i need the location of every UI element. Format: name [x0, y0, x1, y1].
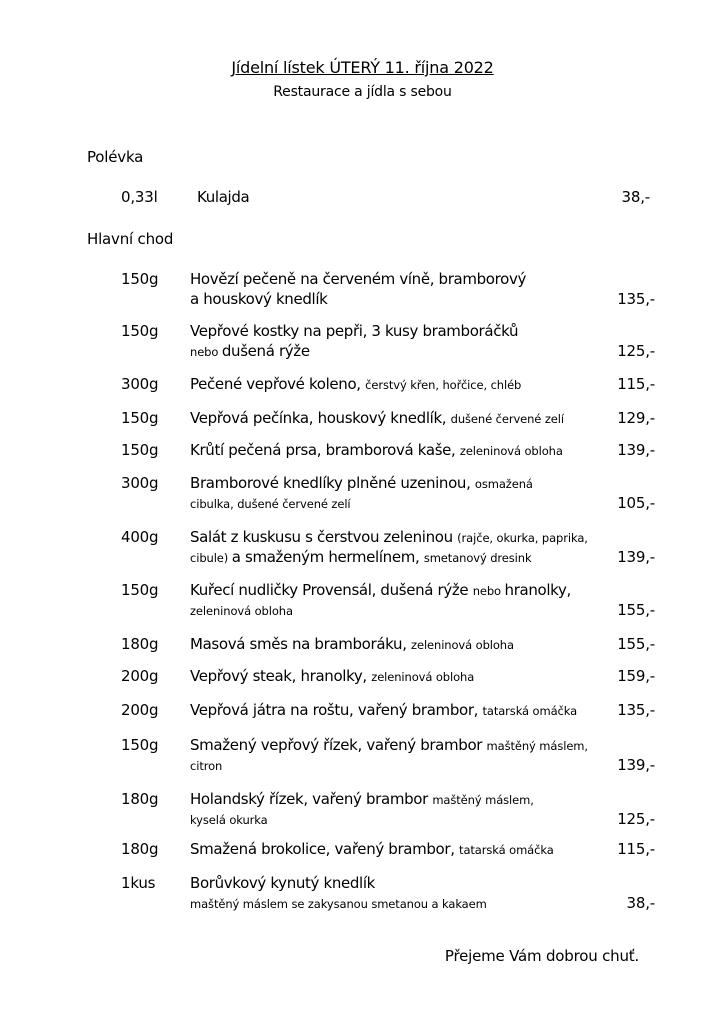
menu-item-qty: 300g — [121, 474, 159, 492]
menu-item — [0, 528, 725, 568]
menu-item-name-2: dušená rýže — [221, 342, 310, 360]
menu-item-name: Smažená brokolice, vařený brambor, — [190, 840, 460, 858]
menu-item-side: maštěný máslem, — [432, 793, 534, 807]
menu-item-side: (rajče, okurka, paprika, — [457, 531, 588, 545]
menu-item-name-2: a smaženým hermelínem, — [231, 548, 424, 566]
menu-item-name: Vepřová pečínka, houskový knedlík, — [190, 409, 451, 427]
menu-item-name: Borůvkový kynutý knedlík — [190, 874, 376, 892]
menu-item-line-1 — [190, 375, 521, 393]
menu-item-qty: 150g — [121, 322, 159, 340]
menu-item-line-1 — [190, 874, 375, 892]
menu-item-qty: 150g — [121, 409, 159, 427]
menu-item-line-1 — [190, 790, 534, 808]
menu-item-qty: 180g — [121, 840, 159, 858]
menu-item-line-2 — [190, 894, 487, 912]
menu-item — [0, 874, 725, 914]
menu-item-qty: 200g — [121, 701, 159, 719]
menu-item-name-tail: hranolky, — [504, 581, 571, 599]
menu-item-name: Kuřecí nudličky Provensál, dušená rýže — [190, 581, 473, 599]
menu-item-name: Masová směs na bramboráku, — [190, 635, 412, 653]
menu-item-side-2: nebo — [190, 345, 222, 359]
menu-item-name: Smažený vepřový řízek, vařený brambor — [190, 736, 487, 754]
menu-item-price: 125,- — [617, 342, 655, 360]
menu-item-price: 125,- — [617, 810, 655, 828]
menu-item-name: Pečené vepřové koleno, — [190, 375, 366, 393]
menu-item-line-2 — [190, 756, 222, 774]
menu-item — [0, 474, 725, 514]
menu-item-line-2 — [190, 342, 310, 360]
menu-item-line-1 — [190, 840, 554, 858]
menu-item-price: 155,- — [617, 635, 655, 653]
menu-item — [0, 736, 725, 776]
menu-item-qty: 200g — [121, 667, 159, 685]
section-heading-main: Hlavní chod — [87, 230, 174, 248]
menu-item-side-2: cibulka, dušené červené zelí — [190, 497, 351, 511]
menu-item-line-1 — [190, 409, 564, 427]
menu-item-name-2: a houskový knedlík — [190, 290, 328, 308]
menu-item-price: 155,- — [617, 601, 655, 619]
section-heading-soup: Polévka — [87, 148, 144, 166]
menu-item-price: 115,- — [617, 840, 655, 858]
menu-item — [0, 322, 725, 362]
menu-item-qty: 150g — [121, 736, 159, 754]
soup-item — [0, 168, 725, 208]
menu-item-name: Holandský řízek, vařený brambor — [190, 790, 433, 808]
menu-item-line-2 — [190, 810, 268, 828]
menu-item-side: tatarská omáčka — [459, 843, 554, 857]
menu-item-line-2 — [190, 290, 327, 308]
menu-item-qty: 180g — [121, 790, 159, 808]
menu-item-line-1 — [190, 441, 563, 459]
menu-item-side: dušené červené zelí — [450, 412, 564, 426]
menu-item-name: Vepřový steak, hranolky, — [190, 667, 372, 685]
menu-item-qty: 400g — [121, 528, 159, 546]
menu-item-price: 38,- — [626, 894, 655, 912]
footer-greeting: Přejeme Vám dobrou chuť. — [444, 947, 639, 965]
menu-item-name: Hovězí pečeně na červeném víně, bramborový — [190, 270, 527, 288]
soup-qty: 0,33l — [121, 188, 158, 206]
menu-item-line-2 — [190, 601, 293, 619]
menu-item-side-2: cibule) — [190, 551, 232, 565]
menu-item-side: maštěný máslem, — [486, 739, 588, 753]
menu-item-qty: 180g — [121, 635, 159, 653]
menu-item-name: Salát z kuskusu s čerstvou zeleninou — [190, 528, 458, 546]
menu-item-line-1 — [190, 270, 526, 288]
menu-item-line-1 — [190, 581, 571, 599]
menu-item-side: nebo — [472, 584, 505, 598]
menu-item — [0, 790, 725, 830]
menu-item-side-3: smetanový dresink — [423, 551, 532, 565]
menu-item-line-1 — [190, 736, 588, 754]
menu-item-line-1 — [190, 322, 518, 340]
menu-item-price: 139,- — [617, 756, 655, 774]
menu-item-line-2 — [190, 548, 532, 566]
menu-item-line-1 — [190, 528, 588, 546]
menu-item-side: čerstvý křen, hořčice, chléb — [365, 378, 522, 392]
menu-item-qty: 300g — [121, 375, 159, 393]
menu-item-line-1 — [190, 701, 577, 719]
menu-item-price: 139,- — [617, 548, 655, 566]
menu-item-line-1 — [190, 635, 514, 653]
menu-title: Jídelní lístek ÚTERÝ 11. října 2022 — [231, 58, 494, 77]
menu-item — [0, 701, 725, 741]
menu-item — [0, 581, 725, 621]
menu-subtitle: Restaurace a jídla s sebou — [273, 84, 452, 100]
menu-item-side: tatarská omáčka — [482, 704, 578, 718]
soup-price: 38,- — [621, 188, 650, 206]
menu-item-line-1 — [190, 667, 474, 685]
menu-item-side-2: kyselá okurka — [190, 813, 268, 827]
menu-item-name: Vepřové kostky na pepři, 3 kusy bramboráčků — [190, 322, 519, 340]
menu-item-qty: 150g — [121, 270, 159, 288]
menu-item-qty: 150g — [121, 441, 159, 459]
menu-item-side-2: zeleninová obloha — [190, 604, 293, 618]
menu-item-qty: 150g — [121, 581, 159, 599]
menu-item-line-1 — [190, 474, 533, 492]
menu-item-price: 139,- — [617, 441, 655, 459]
menu-item — [0, 270, 725, 310]
menu-item-price: 129,- — [617, 409, 655, 427]
soup-name: Kulajda — [197, 188, 250, 206]
menu-item-side: zeleninová obloha — [459, 444, 563, 458]
menu-item-price: 115,- — [617, 375, 655, 393]
menu-item-name: Bramborové knedlíky plněné uzeninou, — [190, 474, 475, 492]
menu-item-price: 135,- — [617, 290, 655, 308]
menu-item-qty: 1kus — [121, 874, 156, 892]
menu-item-name: Vepřová játra na roštu, vařený brambor, — [190, 701, 483, 719]
menu-item-price: 159,- — [617, 667, 655, 685]
menu-item-side-2: maštěný máslem se zakysanou smetanou a kakaem — [190, 897, 487, 911]
menu-item-side: zeleninová obloha — [371, 670, 475, 684]
menu-item-price: 105,- — [617, 494, 655, 512]
menu-item-side: osmažená — [474, 477, 533, 491]
menu-item-name: Krůtí pečená prsa, bramborová kaše, — [190, 441, 460, 459]
menu-item-side: zeleninová obloha — [411, 638, 514, 652]
menu-item-line-2 — [190, 494, 351, 512]
menu-item-price: 135,- — [617, 701, 655, 719]
menu-item-side-2: citron — [190, 759, 223, 773]
